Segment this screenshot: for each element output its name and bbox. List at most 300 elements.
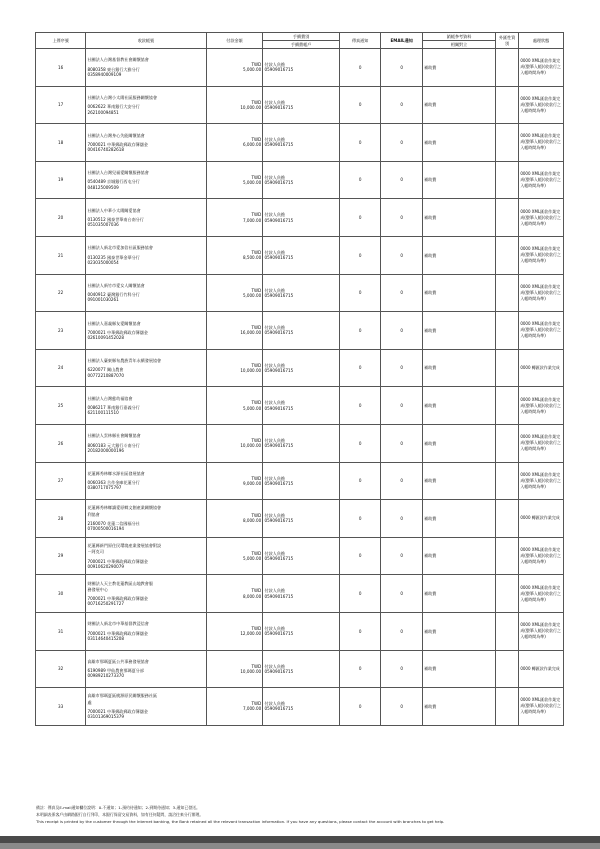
payee-account: 051035007036 <box>87 222 119 228</box>
amount-value: 5,000.00 <box>242 67 262 73</box>
row-email: 0 <box>381 612 423 650</box>
fee-type: 付款人負擔 <box>264 475 286 481</box>
row-payee <box>86 236 206 274</box>
fee-account: 05909016715 <box>264 706 294 712</box>
fee-type: 付款人負擔 <box>264 588 286 594</box>
row-seq: 31 <box>36 612 86 650</box>
col-fee-group: 手續費別 <box>263 33 340 41</box>
amount-value: 16,000.00 <box>240 330 262 336</box>
currency: TWD <box>251 250 262 256</box>
payee-account: 0358940009109 <box>87 71 122 77</box>
row-payee <box>86 575 206 613</box>
row-fax: 0 <box>339 124 381 162</box>
row-payee <box>86 537 206 575</box>
row-memo: 補助費 <box>422 236 495 274</box>
row-email: 0 <box>381 575 423 613</box>
col-fax: 傳真通知 <box>339 33 381 49</box>
row-status: 0000 XML匯款作業完成(整筆入帳)(收款行之入帳時間為準) <box>519 49 564 87</box>
row-amount <box>206 199 263 237</box>
row-fax: 0 <box>339 575 381 613</box>
fee-account: 05909016715 <box>264 368 294 374</box>
row-memo: 補助費 <box>422 387 495 425</box>
fee-account: 05909016715 <box>264 217 294 223</box>
col-amount: 付款金額 <box>206 33 263 49</box>
page-bottom-bar <box>0 836 600 843</box>
col-memo-group: 銷帳參考資料 <box>422 33 495 41</box>
row-payee <box>86 199 206 237</box>
page-bottom-bar-shadow <box>0 843 600 849</box>
currency: TWD <box>251 62 262 68</box>
table-row <box>36 312 564 350</box>
table-row <box>36 424 564 462</box>
col-fee-account: 手續費帳戶 <box>263 41 340 49</box>
table-row <box>36 236 564 274</box>
currency: TWD <box>251 174 262 180</box>
row-payee <box>86 424 206 462</box>
row-memo: 補助費 <box>422 612 495 650</box>
row-outer-note <box>496 124 519 162</box>
col-email: EMAIL通知 <box>381 33 423 49</box>
row-email: 0 <box>381 199 423 237</box>
payee-name: 花蓮縣秀林鄉讀愛原鄉文創產業關懷協會 <box>87 505 162 511</box>
row-payee <box>86 500 206 538</box>
row-memo: 補助費 <box>422 462 495 500</box>
payee-account: 023035000054 <box>87 259 119 265</box>
payee-bank: 0040912 臺灣銀行竹科分行 <box>87 292 140 298</box>
fee-account: 05909016715 <box>264 631 294 637</box>
row-fax: 0 <box>339 650 381 688</box>
row-fee <box>263 462 340 500</box>
payee-account: 00416740282618 <box>87 147 124 153</box>
transfer-detail-table <box>35 32 564 726</box>
row-seq: 21 <box>36 236 86 274</box>
payee-name: 高雄市那瑪夏區桃源原民關懷服務社區 <box>87 693 158 699</box>
amount-value: 5,000.00 <box>242 556 262 562</box>
row-amount <box>206 274 263 312</box>
row-outer-note <box>496 462 519 500</box>
payee-name: 社團法人雲林縣社會關懷協會 <box>87 433 141 439</box>
row-payee <box>86 312 206 350</box>
payee-account: 00772210887070 <box>87 372 124 378</box>
row-outer-note <box>496 312 519 350</box>
row-seq: 19 <box>36 161 86 199</box>
row-fax: 0 <box>339 500 381 538</box>
row-outer-note <box>496 424 519 462</box>
fee-account: 05909016715 <box>264 292 294 298</box>
payee-bank: 6220077 關山農會 <box>87 367 124 373</box>
row-memo: 補助費 <box>422 424 495 462</box>
payee-account: 02610091452028 <box>87 335 124 341</box>
row-status: 0000 XML匯款作業完成(整筆入帳)(收款行之入帳時間為準) <box>519 274 564 312</box>
amount-value: 6,000.00 <box>242 142 262 148</box>
fee-account: 05909016715 <box>264 142 294 148</box>
row-amount <box>206 575 263 613</box>
row-payee <box>86 462 206 500</box>
row-seq: 29 <box>36 537 86 575</box>
payee-name: 社團法人台灣身心失能關懷協會 <box>87 132 145 138</box>
row-amount <box>206 612 263 650</box>
row-fax: 0 <box>339 161 381 199</box>
row-email: 0 <box>381 312 423 350</box>
row-outer-note <box>496 650 519 688</box>
table-row <box>36 86 564 124</box>
row-amount <box>206 537 263 575</box>
amount-value: 12,000.00 <box>240 631 262 637</box>
row-seq: 30 <box>36 575 86 613</box>
payee-bank: 7000021 中華郵政郵政存簿儲金 <box>87 708 148 714</box>
currency: TWD <box>251 325 262 331</box>
payee-bank: 0130235 國泰世華金華分行 <box>87 254 140 260</box>
row-fax: 0 <box>339 86 381 124</box>
fee-account: 05909016715 <box>264 330 294 336</box>
row-fax: 0 <box>339 688 381 726</box>
row-memo: 補助費 <box>422 500 495 538</box>
payee-bank: 6190989 甲仙農會那瑪夏分部 <box>87 668 144 674</box>
row-status: 0000 XML匯款作業完成(整筆入帳)(收款行之入帳時間為準) <box>519 537 564 575</box>
row-payee <box>86 161 206 199</box>
row-email: 0 <box>381 86 423 124</box>
payee-bank: 0086217 華南銀行嘉義分行 <box>87 405 140 411</box>
row-fax: 0 <box>339 424 381 462</box>
payee-bank: 7000021 中華郵政郵政存簿儲金 <box>87 630 148 636</box>
row-fee <box>263 500 340 538</box>
payee-bank: 0130512 國泰世華南台南分行 <box>87 217 144 223</box>
amount-value: 9,000.00 <box>242 480 262 486</box>
currency: TWD <box>251 212 262 218</box>
fee-account: 05909016715 <box>264 480 294 486</box>
row-memo: 補助費 <box>422 349 495 387</box>
row-outer-note <box>496 161 519 199</box>
row-outer-note <box>496 612 519 650</box>
row-fax: 0 <box>339 349 381 387</box>
payee-account: 048125009509 <box>87 184 119 190</box>
payee-account: 00989210273370 <box>87 673 124 679</box>
payee-bank: 7000021 中華郵政郵政存簿儲金 <box>87 329 148 335</box>
fee-type: 付款人負擔 <box>264 400 286 406</box>
payee-bank: 8080358 東台銀行大雅分行 <box>87 66 140 72</box>
row-status: 0000 XML匯款作業完成(整筆入帳)(收款行之入帳時間為準) <box>519 161 564 199</box>
row-amount <box>206 349 263 387</box>
amount-value: 8,000.00 <box>242 518 262 524</box>
row-fee <box>263 349 340 387</box>
row-email: 0 <box>381 49 423 87</box>
payee-name-cont: 務發展中心 <box>87 586 108 592</box>
fee-account: 05909016715 <box>264 668 294 674</box>
row-fee <box>263 424 340 462</box>
row-fax: 0 <box>339 49 381 87</box>
row-fee <box>263 537 340 575</box>
payee-bank: 0540489 京城銀行西屯分行 <box>87 179 140 185</box>
row-status: 0000 轉匯款作業完成 <box>519 500 564 538</box>
payee-name: 財團法人天主教花蓮教區山地教會服 <box>87 580 153 586</box>
payee-name-cont: 利協會 <box>87 511 100 517</box>
row-memo: 補助費 <box>422 688 495 726</box>
row-seq: 28 <box>36 500 86 538</box>
table-row <box>36 49 564 87</box>
row-email: 0 <box>381 349 423 387</box>
row-outer-note <box>496 387 519 425</box>
row-outer-note <box>496 274 519 312</box>
row-fax: 0 <box>339 387 381 425</box>
row-fax: 0 <box>339 537 381 575</box>
payee-account: 00716250291727 <box>87 601 124 607</box>
row-seq: 24 <box>36 349 86 387</box>
row-amount <box>206 312 263 350</box>
amount-value: 8,000.00 <box>242 593 262 599</box>
row-fee <box>263 236 340 274</box>
row-status: 0000 XML匯款作業完成(整筆入帳)(收款行之入帳時間為準) <box>519 688 564 726</box>
row-payee <box>86 650 206 688</box>
row-seq: 22 <box>36 274 86 312</box>
payee-account: 20182000000196 <box>87 447 124 453</box>
col-outer-note: 外匯性質別 <box>496 33 519 49</box>
payee-name-cont: －阿克司 <box>87 549 104 555</box>
payee-name: 社團法人臺東縣布農族青年永續發展協會 <box>87 358 162 364</box>
amount-value: 10,000.00 <box>240 368 262 374</box>
payee-bank: 7000021 中華郵政郵政存簿儲金 <box>87 596 148 602</box>
row-status: 0000 XML匯款作業完成(整筆入帳)(收款行之入帳時間為準) <box>519 199 564 237</box>
row-fax: 0 <box>339 199 381 237</box>
table-row <box>36 612 564 650</box>
footer-note-1: 備註：傳真及E-mail通知欄位說明：0-不通知；1-預約待通知；2-到期待通知；3-通知已發送。 <box>36 805 200 810</box>
row-email: 0 <box>381 688 423 726</box>
row-seq: 16 <box>36 49 86 87</box>
row-fee <box>263 124 340 162</box>
row-amount <box>206 124 263 162</box>
fee-type: 付款人負擔 <box>264 438 286 443</box>
row-payee <box>86 349 206 387</box>
currency: TWD <box>251 625 262 631</box>
row-status: 0000 轉匯款作業完成 <box>519 349 564 387</box>
table-row <box>36 349 564 387</box>
row-memo: 補助費 <box>422 274 495 312</box>
footer-note-2: 本明細表係客戶由網路銀行自行列印，本銀行保留交易資料，如有任何疑問，請洽往來分行辦理。 <box>36 812 204 817</box>
payee-bank: 7000021 中華郵政郵政存簿儲金 <box>87 141 148 147</box>
payee-account: 00910620290079 <box>87 563 124 569</box>
row-seq: 17 <box>36 86 86 124</box>
fee-type: 付款人負擔 <box>264 663 286 669</box>
row-email: 0 <box>381 650 423 688</box>
row-payee <box>86 612 206 650</box>
row-payee <box>86 387 206 425</box>
fee-account: 05909016715 <box>264 518 294 524</box>
fee-type: 付款人負擔 <box>264 99 286 105</box>
currency: TWD <box>251 663 262 669</box>
row-email: 0 <box>381 462 423 500</box>
table-row <box>36 688 564 726</box>
currency: TWD <box>251 99 262 105</box>
fee-type: 付款人負擔 <box>264 250 286 256</box>
payee-bank: 2160070 花蓮二信國福分社 <box>87 520 140 526</box>
row-memo: 補助費 <box>422 199 495 237</box>
row-fee <box>263 312 340 350</box>
row-memo: 補助費 <box>422 86 495 124</box>
row-outer-note <box>496 537 519 575</box>
row-email: 0 <box>381 124 423 162</box>
row-status: 0000 XML匯款作業完成(整筆入帳)(收款行之入帳時間為準) <box>519 612 564 650</box>
row-fax: 0 <box>339 612 381 650</box>
row-outer-note <box>496 688 519 726</box>
row-memo: 補助費 <box>422 312 495 350</box>
table-row <box>36 161 564 199</box>
currency: TWD <box>251 287 262 293</box>
row-outer-note <box>496 236 519 274</box>
row-memo: 補助費 <box>422 124 495 162</box>
row-payee <box>86 688 206 726</box>
row-amount <box>206 387 263 425</box>
payee-account: 621100111510 <box>87 410 119 416</box>
row-status: 0000 轉匯款作業完成 <box>519 650 564 688</box>
currency: TWD <box>251 400 262 406</box>
row-amount <box>206 236 263 274</box>
footer-note-3: This receipt is printed by the customer through the Internet banking, the Bank retained all the relevant transaction information. If you have any questions, please contact the account with branches to get help. <box>36 819 445 824</box>
table-row <box>36 650 564 688</box>
row-amount <box>206 462 263 500</box>
amount-value: 7,000.00 <box>242 706 262 712</box>
currency: TWD <box>251 438 262 443</box>
row-seq: 20 <box>36 199 86 237</box>
row-fee <box>263 387 340 425</box>
row-memo: 補助費 <box>422 537 495 575</box>
row-outer-note <box>496 500 519 538</box>
row-status: 0000 XML匯款作業完成(整筆入帳)(收款行之入帳時間為準) <box>519 387 564 425</box>
row-payee <box>86 86 206 124</box>
payee-name: 社團法人台灣兒福愛關懷服務協會 <box>87 170 149 176</box>
row-seq: 26 <box>36 424 86 462</box>
payee-name: 社團法人新竹市愛女人關懷協會 <box>87 283 145 288</box>
payee-account: 07000500016194 <box>87 526 124 532</box>
table-row <box>36 124 564 162</box>
row-status: 0000 XML匯款作業完成(整筆入帳)(收款行之入帳時間為準) <box>519 575 564 613</box>
payee-name: 社團法人台灣基督教社會關懷協會 <box>87 57 149 63</box>
payee-bank: 8060183 元大銀行斗南分行 <box>87 442 140 448</box>
fee-account: 05909016715 <box>264 67 294 73</box>
payee-account: 262100094851 <box>87 109 119 115</box>
currency: TWD <box>251 588 262 594</box>
currency: TWD <box>251 513 262 519</box>
row-fee <box>263 612 340 650</box>
fee-type: 付款人負擔 <box>264 513 286 519</box>
row-email: 0 <box>381 387 423 425</box>
row-email: 0 <box>381 161 423 199</box>
row-fee <box>263 161 340 199</box>
amount-value: 7,000.00 <box>242 217 262 223</box>
row-status: 0000 XML匯款作業完成(整筆入帳)(收款行之入帳時間為準) <box>519 312 564 350</box>
row-seq: 23 <box>36 312 86 350</box>
currency: TWD <box>251 475 262 481</box>
row-amount <box>206 161 263 199</box>
amount-value: 8,500.00 <box>242 255 262 261</box>
payee-name: 社團法人嘉義縣友愛關懷協會 <box>87 320 141 326</box>
fee-account: 05909016715 <box>264 556 294 562</box>
currency: TWD <box>251 362 262 368</box>
row-memo: 補助費 <box>422 161 495 199</box>
payee-name: 花蓮縣秀林鄉水源社區發展協會 <box>87 470 145 476</box>
row-outer-note <box>496 199 519 237</box>
col-payee: 收款帳號 <box>86 33 206 49</box>
payee-account: 03114640415208 <box>87 635 124 641</box>
currency: TWD <box>251 137 262 143</box>
row-fax: 0 <box>339 312 381 350</box>
fee-type: 付款人負擔 <box>264 625 286 631</box>
row-status: 0000 XML匯款作業完成(整筆入帳)(收款行之入帳時間為準) <box>519 462 564 500</box>
fee-type: 付款人負擔 <box>264 362 286 368</box>
row-amount <box>206 424 263 462</box>
row-outer-note <box>496 575 519 613</box>
transfer-detail-sheet <box>35 32 564 726</box>
row-amount <box>206 86 263 124</box>
row-amount <box>206 49 263 87</box>
row-email: 0 <box>381 424 423 462</box>
payee-bank: 0062622 華南銀行大安分行 <box>87 104 140 110</box>
row-fax: 0 <box>339 462 381 500</box>
fee-type: 付款人負擔 <box>264 287 286 293</box>
fee-account: 05909016715 <box>264 443 294 449</box>
row-seq: 32 <box>36 650 86 688</box>
row-email: 0 <box>381 500 423 538</box>
payee-name: 高雄市那瑪夏區公共事務發展協會 <box>87 658 149 664</box>
row-memo: 補助費 <box>422 650 495 688</box>
row-seq: 25 <box>36 387 86 425</box>
amount-value: 5,000.00 <box>242 180 262 186</box>
table-row <box>36 575 564 613</box>
payee-name: 社團法人台灣慈幼福協會 <box>87 395 133 401</box>
fee-type: 付款人負擔 <box>264 137 286 143</box>
payee-name: 社團法人台灣小太陽社區服務關懷協會 <box>87 95 158 101</box>
row-payee <box>86 124 206 162</box>
amount-value: 10,000.00 <box>240 104 262 110</box>
payee-account: 091001030261 <box>87 297 119 303</box>
row-memo: 補助費 <box>422 575 495 613</box>
amount-value: 5,000.00 <box>242 292 262 298</box>
col-seq: 上傳序號 <box>36 33 86 49</box>
payee-account: 0380717075797 <box>87 485 122 491</box>
row-status: 0000 XML匯款作業完成(整筆入帳)(收款行之入帳時間為準) <box>519 236 564 274</box>
col-memo-detail: 相關對立 <box>422 41 495 49</box>
row-outer-note <box>496 86 519 124</box>
row-email: 0 <box>381 537 423 575</box>
row-fee <box>263 650 340 688</box>
payee-name: 財團法人新北市中華基督教浸信會 <box>87 621 149 627</box>
row-fee <box>263 49 340 87</box>
row-seq: 33 <box>36 688 86 726</box>
row-outer-note <box>496 349 519 387</box>
row-payee <box>86 274 206 312</box>
table-row <box>36 462 564 500</box>
row-outer-note <box>496 49 519 87</box>
table-row <box>36 537 564 575</box>
row-payee <box>86 49 206 87</box>
row-email: 0 <box>381 274 423 312</box>
row-amount <box>206 688 263 726</box>
row-memo: 補助費 <box>422 49 495 87</box>
table-row <box>36 387 564 425</box>
row-email: 0 <box>381 236 423 274</box>
fee-account: 05909016715 <box>264 405 294 411</box>
row-amount <box>206 650 263 688</box>
payee-bank: 0060363 合作金庫花蓮分行 <box>87 480 140 486</box>
row-status: 0000 XML匯款作業完成(整筆入帳)(收款行之入帳時間為準) <box>519 86 564 124</box>
row-fax: 0 <box>339 236 381 274</box>
payee-name: 社團法人中華小太陽關愛協會 <box>87 207 141 213</box>
row-amount <box>206 500 263 538</box>
row-fee <box>263 274 340 312</box>
fee-type: 付款人負擔 <box>264 174 286 180</box>
header-row-1 <box>36 33 564 41</box>
fee-type: 付款人負擔 <box>264 701 286 707</box>
payee-name: 花蓮縣新門原住民環境產業發展協會附設 <box>87 543 162 549</box>
payee-name: 社團法人新北市愛加倍社區服務協會 <box>87 245 153 251</box>
